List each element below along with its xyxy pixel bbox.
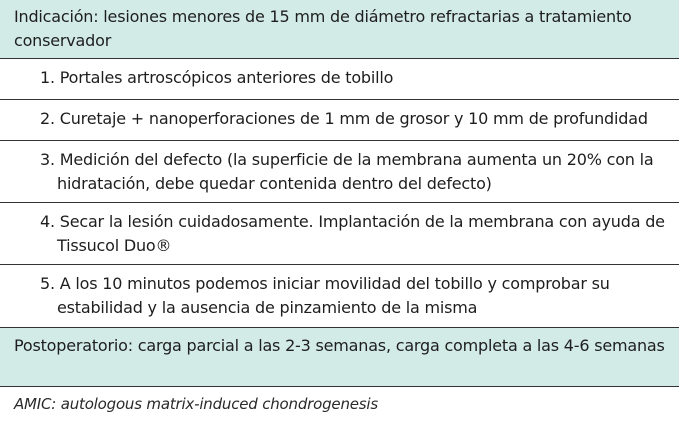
step-row	[0, 203, 679, 265]
postoperative-text: Postoperatorio: carga parcial a las 2-3 semanas, carga completa a las 4-6 semanas	[14, 336, 665, 355]
step-text: 5. A los 10 minutos podemos iniciar movilidad del tobillo y comprobar su estabilidad y la ausencia de pinzamiento de la misma	[40, 274, 610, 317]
step-row	[0, 59, 679, 100]
abbreviation-note	[0, 387, 679, 414]
step-row	[0, 265, 679, 328]
indication-row	[0, 0, 679, 59]
postoperative-row	[0, 328, 679, 387]
step-text: 4. Secar la lesión cuidadosamente. Implantación de la membrana con ayuda de Tissucol Duo®	[40, 212, 665, 255]
indication-text: Indicación: lesiones menores de 15 mm de diámetro refractarias a tratamiento conservador	[14, 7, 632, 50]
abbreviation-text: AMIC: autologous matrix-induced chondrogenesis	[14, 395, 378, 413]
step-row	[0, 141, 679, 203]
step-row	[0, 100, 679, 141]
step-text: 3. Medición del defecto (la superficie de la membrana aumenta un 20% con la hidratación, debe quedar contenida dentro del defecto)	[40, 150, 654, 193]
step-text: 1. Portales artroscópicos anteriores de tobillo	[40, 68, 394, 87]
step-text: 2. Curetaje + nanoperforaciones de 1 mm de grosor y 10 mm de profundidad	[40, 109, 648, 128]
